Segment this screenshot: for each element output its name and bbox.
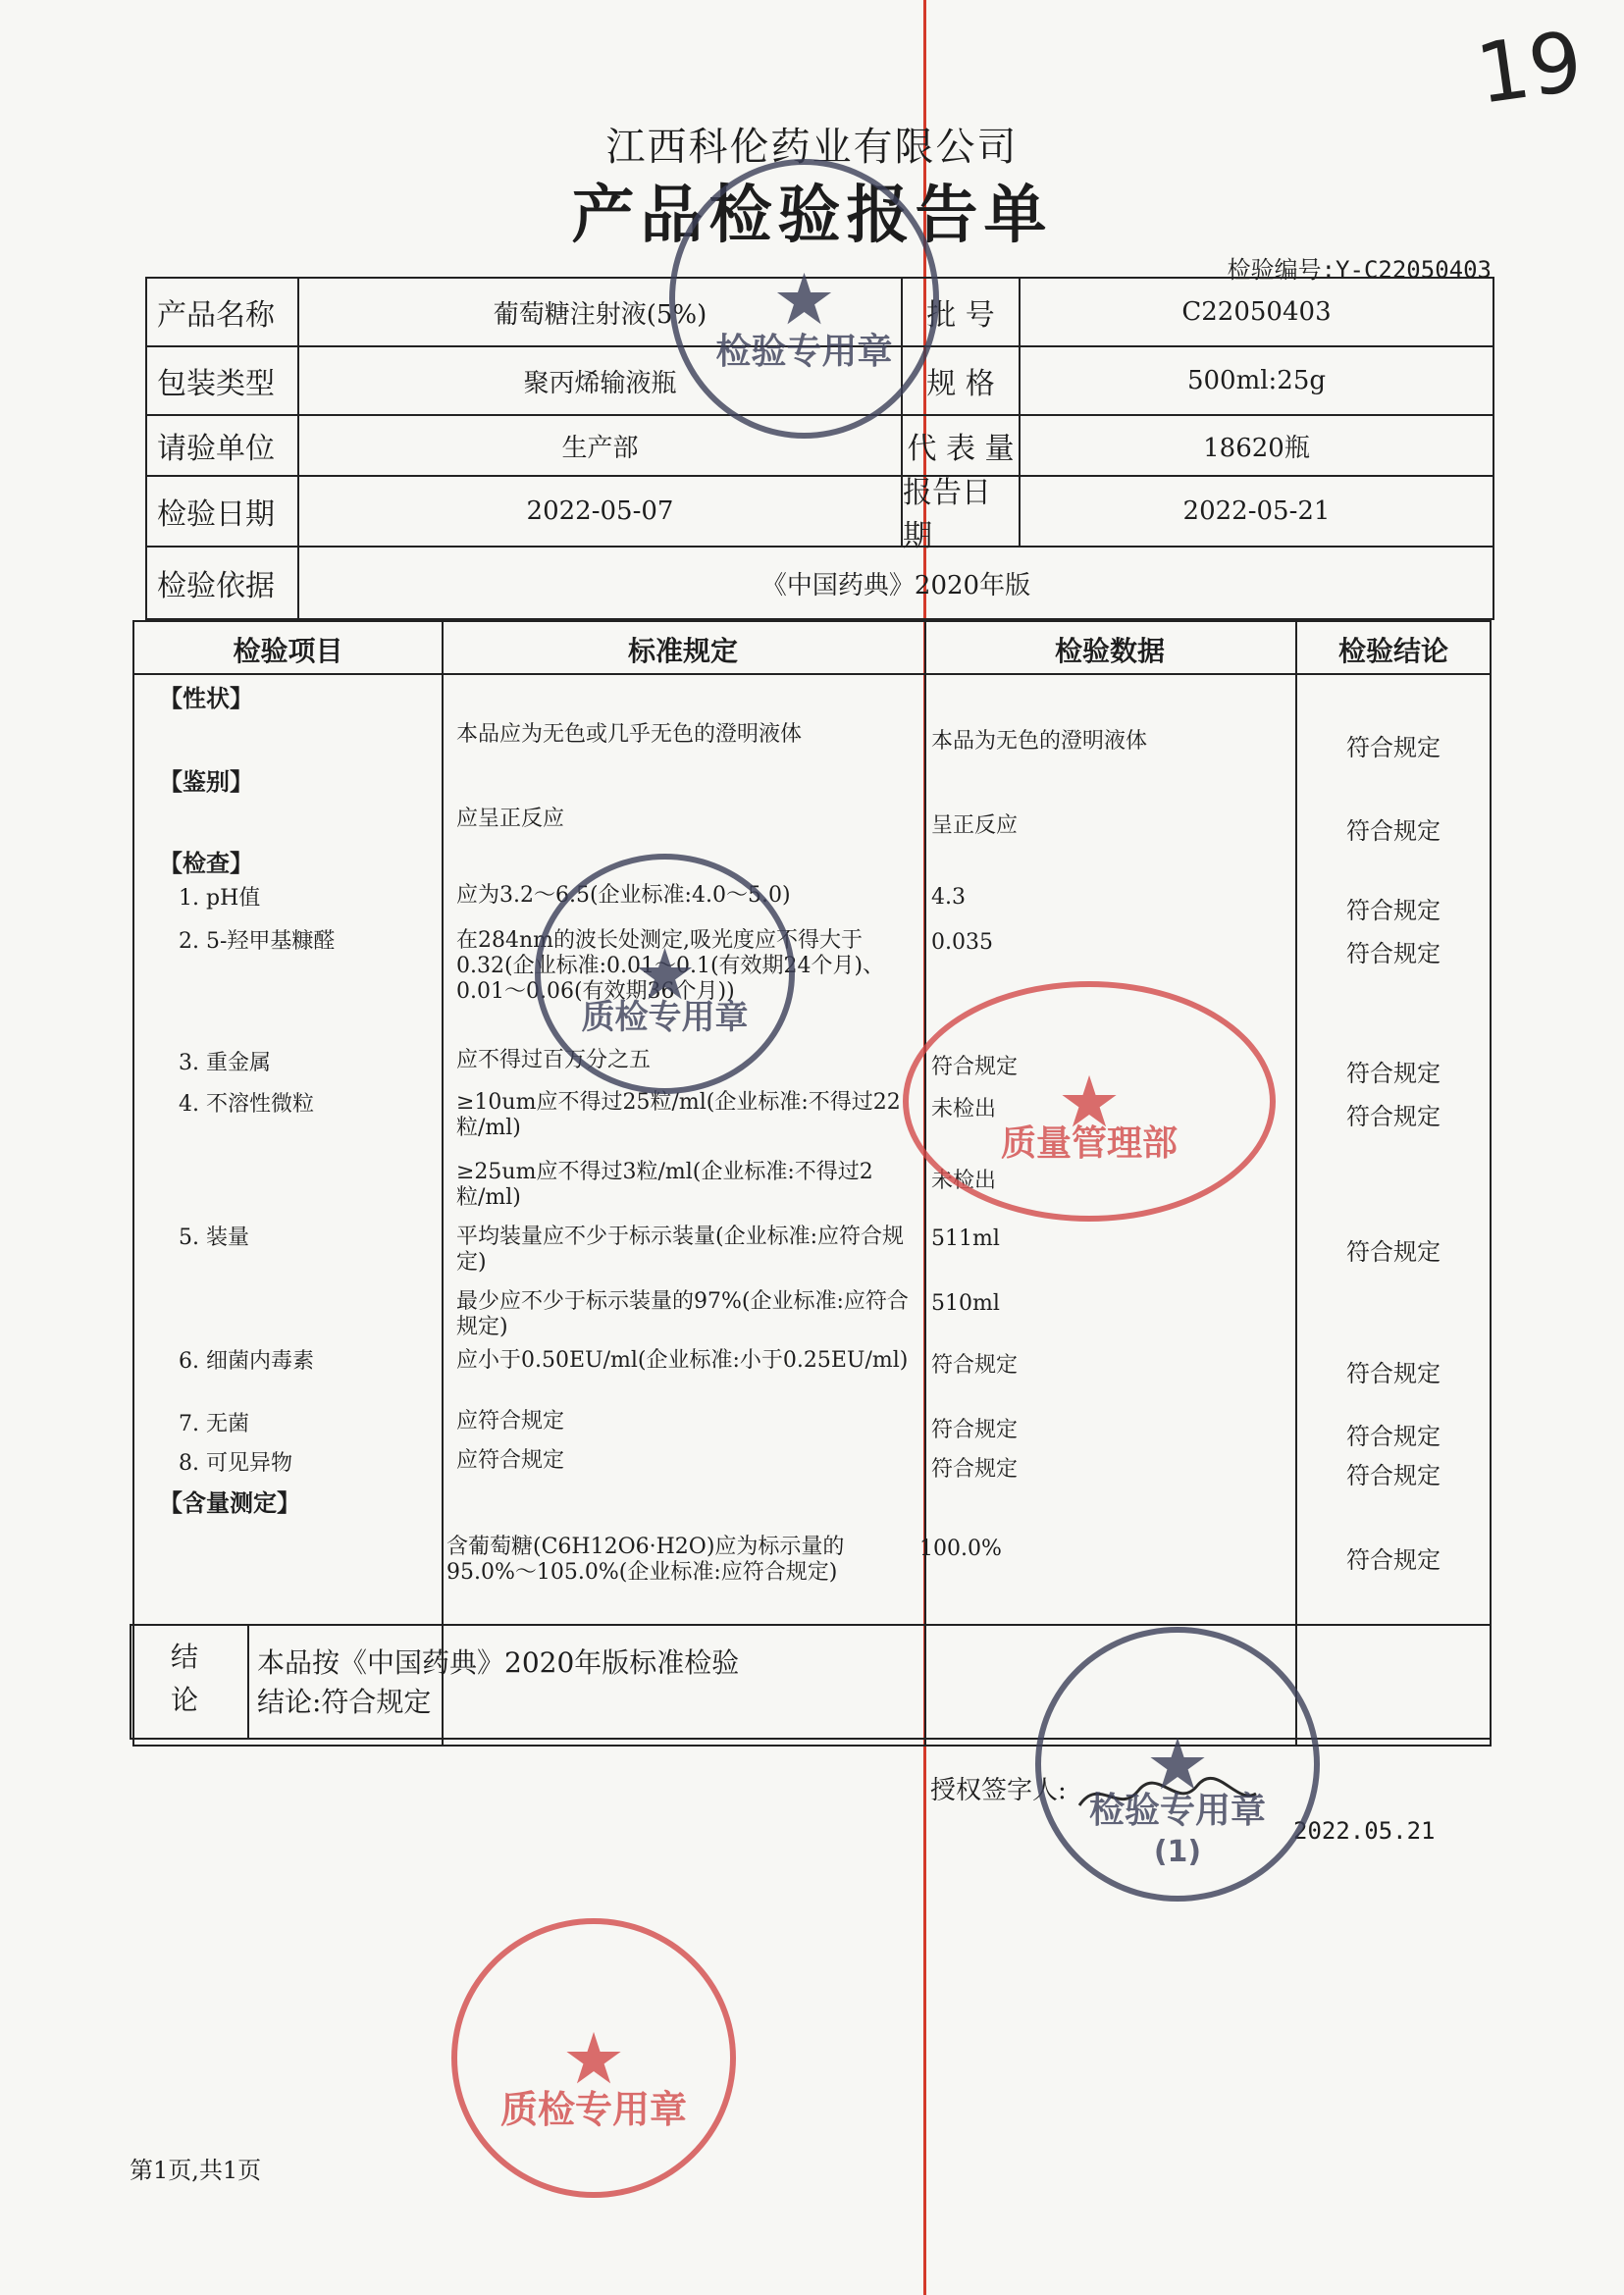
appearance-standard: 本品应为无色或几乎无色的澄明液体: [456, 722, 803, 747]
hmf-result: 符合规定: [1346, 940, 1441, 967]
ph-result: 符合规定: [1346, 897, 1441, 924]
appearance-result: 符合规定: [1346, 734, 1441, 761]
endotoxin-item: 6. 细菌内毒素: [179, 1349, 314, 1374]
qc-seal-bottom-red: [451, 1918, 736, 2198]
assay-standard: 含葡萄糖(C6H12O6·H2O)应为标示量的95.0%～105.0%(企业标准:应符合规定): [446, 1535, 845, 1585]
basis-label: 检验依据: [147, 548, 299, 618]
ph-standard: 应为3.2～6.5(企业标准:4.0～5.0): [456, 883, 791, 908]
particles-standard-10um: ≥10um应不得过25粒/ml(企业标准:不得过22粒/ml): [456, 1090, 901, 1140]
column-divider: [1295, 622, 1297, 1745]
particles-standard-25um: ≥25um应不得过3粒/ml(企业标准:不得过2粒/ml): [456, 1160, 873, 1210]
spec-label: 规 格: [903, 347, 1021, 414]
particles-data-25um: 未检出: [931, 1169, 997, 1193]
fill-item: 5. 装量: [179, 1226, 249, 1250]
requester-label: 请验单位: [147, 416, 299, 475]
visible-particles-item: 8. 可见异物: [179, 1451, 292, 1476]
appearance-data: 本品为无色的澄明液体: [931, 729, 1148, 754]
sterility-data: 符合规定: [931, 1418, 1019, 1442]
info-row: [147, 476, 1493, 553]
report-number-label: 检验编号:: [1227, 256, 1336, 284]
section-appearance: 【性状】: [159, 685, 253, 712]
heavy-metal-standard: 应不得过百万分之五: [456, 1048, 652, 1072]
batch-label: 批 号: [903, 279, 1021, 345]
heavy-metal-data: 符合规定: [931, 1055, 1019, 1079]
identification-standard: 应呈正反应: [456, 807, 565, 831]
report-date-label: 报告日期: [903, 477, 1021, 546]
column-divider: [924, 622, 926, 1745]
section-tests: 【检查】: [159, 850, 253, 877]
seal-number: (1): [1153, 1835, 1202, 1870]
basis-value: 《中国药典》2020年版: [760, 570, 1031, 600]
inspection-seal-top: [669, 159, 939, 439]
test-date-value: 2022-05-07: [299, 477, 903, 546]
sterility-item: 7. 无菌: [179, 1412, 249, 1436]
qc-seal-middle: [535, 854, 795, 1094]
seal-label: 质检专用章: [499, 2087, 687, 2131]
company-name: 江西科伦药业有限公司: [605, 125, 1019, 170]
product-name-value: 葡萄糖注射液(5%): [299, 279, 903, 345]
product-name-label: 产品名称: [147, 279, 299, 345]
info-row: [147, 548, 1493, 618]
conclusion-divider: [247, 1626, 249, 1738]
star-icon: ★: [633, 932, 697, 1016]
results-table: [132, 620, 1492, 1747]
inspection-seal-bottom: [1035, 1627, 1320, 1902]
header-standard: 标准规定: [627, 635, 738, 667]
fill-result: 符合规定: [1346, 1238, 1441, 1266]
fill-data-average: 511ml: [931, 1226, 1000, 1251]
conclusion-line2: 结论:符合规定: [257, 1686, 432, 1718]
ph-data: 4.3: [931, 885, 966, 910]
report-title: 产品检验报告单: [571, 179, 1053, 252]
heavy-metal-result: 符合规定: [1346, 1060, 1441, 1087]
seal-label: 质检专用章: [581, 997, 749, 1037]
quality-dept-seal: [903, 981, 1276, 1222]
header-item: 检验项目: [233, 635, 343, 667]
endotoxin-result: 符合规定: [1346, 1360, 1441, 1387]
hmf-standard: 在284nm的波长处测定,吸光度应不得大于0.32(企业标准:0.01～0.1(有效期24个月)、0.01～0.06(有效期36个月)): [456, 928, 885, 1004]
identification-data: 呈正反应: [931, 813, 1019, 838]
header-divider: [134, 673, 1490, 675]
quantity-label: 代 表 量: [903, 416, 1021, 475]
quantity-value: 18620瓶: [1203, 433, 1310, 463]
heavy-metal-item: 3. 重金属: [179, 1051, 271, 1075]
fill-standard-average: 平均装量应不少于标示装量(企业标准:应符合规定): [456, 1225, 904, 1275]
requester-value: 生产部: [299, 416, 903, 475]
particles-item: 4. 不溶性微粒: [179, 1092, 314, 1117]
hmf-item: 2. 5-羟甲基糠醛: [179, 929, 336, 954]
report-number-value: Y-C22050403: [1336, 256, 1492, 284]
conclusion-label: 结 论: [171, 1641, 199, 1716]
star-icon: ★: [1145, 1723, 1210, 1805]
spec-value: 500ml:25g: [1186, 366, 1327, 395]
ph-item: 1. pH值: [179, 886, 261, 911]
star-icon: ★: [561, 2016, 626, 2100]
package-value: 聚丙烯输液瓶: [299, 347, 903, 414]
visible-particles-standard: 应符合规定: [456, 1448, 565, 1473]
particles-data-10um: 未检出: [931, 1097, 997, 1121]
package-label: 包装类型: [147, 347, 299, 414]
header-data: 检验数据: [1054, 635, 1165, 667]
visible-particles-result: 符合规定: [1346, 1462, 1441, 1489]
star-icon: ★: [1057, 1060, 1122, 1143]
page-footer: 第1页,共1页: [130, 2157, 262, 2184]
section-assay: 【含量测定】: [159, 1489, 300, 1517]
seal-label: 检验专用章: [715, 331, 893, 372]
column-divider: [442, 622, 444, 1745]
fill-standard-minimum: 最少应不少于标示装量的97%(企业标准:应符合规定): [456, 1289, 909, 1339]
report-date-value: 2022-05-21: [1182, 496, 1331, 526]
seal-label: 质量管理部: [1000, 1122, 1178, 1164]
sterility-standard: 应符合规定: [456, 1409, 565, 1434]
header-result: 检验结论: [1337, 635, 1448, 667]
hmf-data: 0.035: [931, 930, 993, 955]
fill-data-minimum: 510ml: [931, 1291, 1000, 1316]
conclusion-line1: 本品按《中国药典》2020年版标准检验: [257, 1646, 740, 1679]
assay-data: 100.0%: [919, 1537, 1002, 1561]
test-date-label: 检验日期: [147, 477, 299, 546]
batch-value: C22050403: [1181, 297, 1332, 327]
section-identification: 【鉴别】: [159, 768, 253, 796]
seal-label: 检验专用章: [1088, 1790, 1266, 1831]
sterility-result: 符合规定: [1346, 1423, 1441, 1450]
handwritten-page-number: 19: [1470, 13, 1589, 123]
signature-label: 授权签字人:: [930, 1776, 1067, 1805]
endotoxin-data: 符合规定: [931, 1353, 1019, 1378]
endotoxin-standard: 应小于0.50EU/ml(企业标准:小于0.25EU/ml): [456, 1348, 909, 1373]
star-icon: ★: [772, 257, 836, 340]
assay-result: 符合规定: [1346, 1546, 1441, 1574]
signature-date: 2022.05.21: [1293, 1817, 1436, 1845]
particles-result: 符合规定: [1346, 1103, 1441, 1130]
identification-result: 符合规定: [1346, 817, 1441, 845]
visible-particles-data: 符合规定: [931, 1457, 1019, 1482]
